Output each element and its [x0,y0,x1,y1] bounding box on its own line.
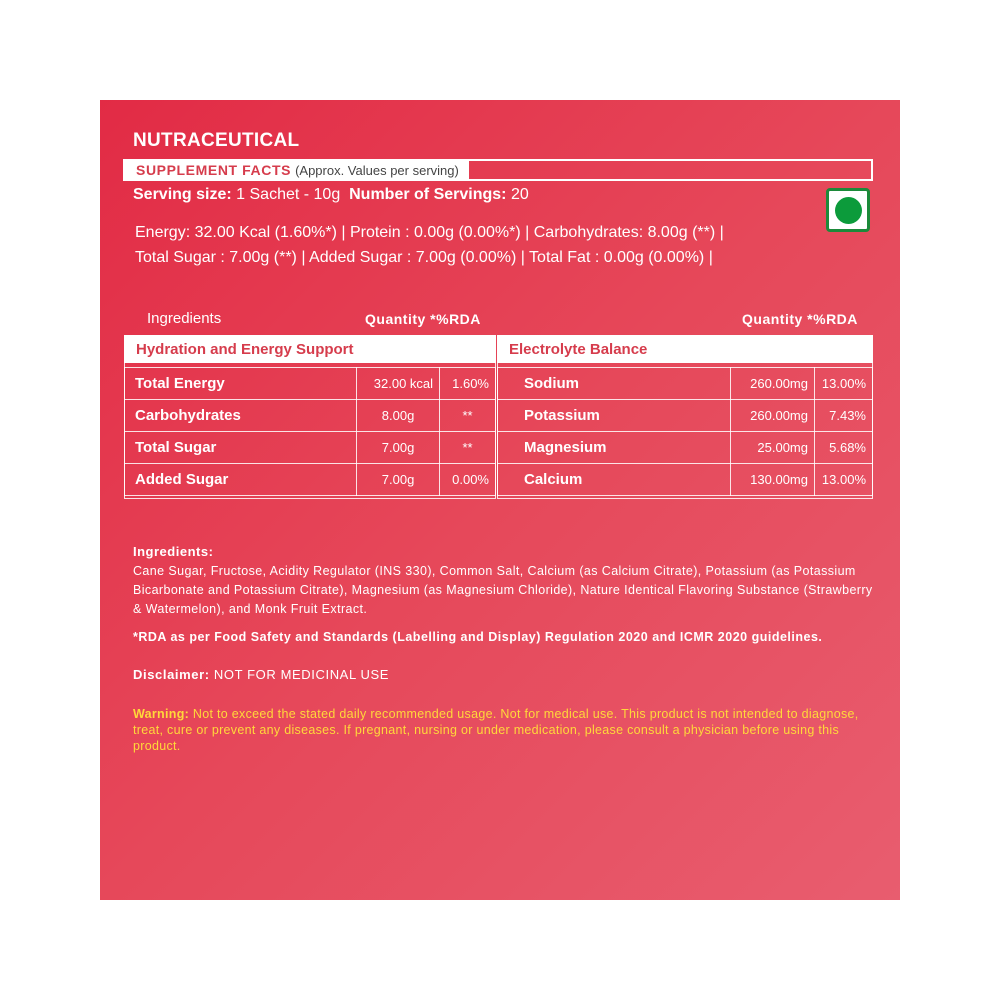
disclaimer-text: NOT FOR MEDICINAL USE [213,667,390,682]
ingredient-rda: 0.00% [440,464,496,496]
table-row [498,432,873,464]
approx-values-note: (Approx. Values per serving) [295,162,459,178]
ingredient-rda: 1.60% [440,368,496,400]
supplement-facts-heading [125,161,469,179]
ingredient-quantity: 7.00g [357,464,440,496]
nutrition-line-1: Energy: 32.00 Kcal (1.60%*) | Protein : 0.00g (0.00%*) | Carbohydrates: 8.00g (**) | [135,224,724,241]
vegetarian-mark-icon [826,188,870,232]
supplement-facts-label: SUPPLEMENT FACTS [136,162,292,178]
table-row [125,368,496,400]
disclaimer [133,667,389,682]
ingredient-name: Total Energy [125,368,357,400]
warning [133,706,878,754]
warning-text: Not to exceed the stated daily recommended usage. Not for medical use. This product is not intended to diagnose, treat, cure or prevent any diseases. If pregnant, nursing or under medication, please consult a physician before using this product. [133,707,859,753]
warning-label: Warning: [133,707,190,721]
mineral-quantity: 260.00mg [731,400,815,432]
nutrition-line-2: Total Sugar : 7.00g (**) | Added Sugar : 7.00g (0.00%) | Total Fat : 0.00g (0.00%) | [135,249,713,266]
mineral-quantity: 25.00mg [731,432,815,464]
serving-size-value: 1 Sachet - 10g [236,186,341,203]
ingredient-rda: ** [440,400,496,432]
electrolyte-panel-title: Electrolyte Balance [497,335,873,363]
mineral-name: Calcium [498,464,731,496]
serving-info [133,186,529,204]
table-row [498,400,873,432]
servings-label: Number of Servings: [349,186,507,203]
rda-footnote: *RDA as per Food Safety and Standards (Labelling and Display) Regulation 2020 and ICMR 2020 guidelines. [133,630,823,644]
ingredient-quantity: 8.00g [357,400,440,432]
ingredient-name: Added Sugar [125,464,357,496]
ingredient-quantity: 7.00g [357,432,440,464]
supplement-facts-bar [123,159,873,181]
right-quantity-rda-header: Quantity *%RDA [742,311,858,327]
mineral-rda: 13.00% [814,464,872,496]
left-quantity-rda-header: Quantity *%RDA [365,311,481,327]
mineral-rda: 5.68% [814,432,872,464]
hydration-panel-title: Hydration and Energy Support [124,335,496,363]
serving-size-label: Serving size: [133,186,232,203]
table-row [125,400,496,432]
ingredient-name: Total Sugar [125,432,357,464]
table-row [498,464,873,496]
electrolyte-table [497,367,873,496]
ingredients-text: Cane Sugar, Fructose, Acidity Regulator (INS 330), Common Salt, Calcium (as Calcium Citrate), Potassium (as Potassium Bicarbonate and Potassium Citrate), Magnesium (as Magnesium Chloride), Nature Identical Flavoring Substance (Strawberry & Watermelon), and Monk Fruit Extract. [133,564,873,616]
ingredient-quantity: 32.00 kcal [357,368,440,400]
mineral-name: Potassium [498,400,731,432]
disclaimer-label: Disclaimer: [133,667,210,682]
mineral-name: Sodium [498,368,731,400]
table-row [498,368,873,400]
brand-title: NUTRACEUTICAL [133,130,300,151]
ingredients-heading: Ingredients: [133,544,214,559]
ingredient-rda: ** [440,432,496,464]
servings-value: 20 [510,186,529,203]
green-dot-icon [835,197,862,224]
table-row [125,464,496,496]
mineral-name: Magnesium [498,432,731,464]
mineral-quantity: 130.00mg [731,464,815,496]
supplement-label [100,100,900,900]
table-row [125,432,496,464]
ingredient-name: Carbohydrates [125,400,357,432]
hydration-table [124,367,496,496]
ingredients-column-header: Ingredients [147,310,222,327]
mineral-quantity: 260.00mg [731,368,815,400]
mineral-rda: 7.43% [814,400,872,432]
mineral-rda: 13.00% [814,368,872,400]
